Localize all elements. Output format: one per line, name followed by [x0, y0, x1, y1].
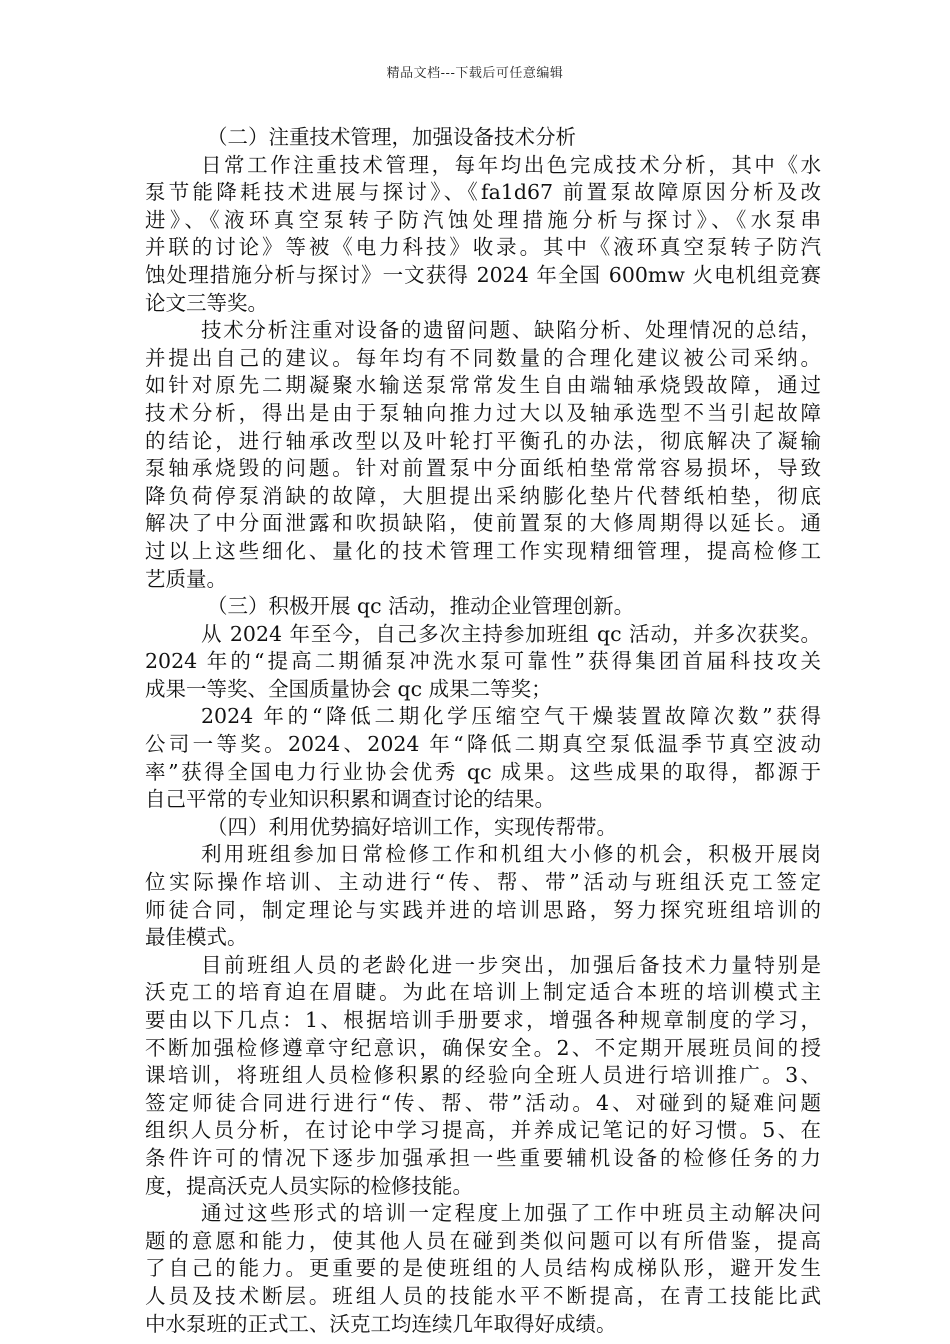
- text-line: 沃克工的培育迫在眉睫。为此在培训上制定适合本班的培训模式主: [145, 980, 821, 1005]
- text-line: 师徒合同，制定理论与实践并进的培训思路，努力探究班组培训的: [145, 897, 821, 922]
- text-line: 解决了中分面泄露和吹损缺陷，使前置泵的大修周期得以延长。通: [145, 511, 821, 536]
- text-line: 了自己的能力。更重要的是使班组的人员结构成梯队形，避开发生: [145, 1256, 821, 1281]
- text-line: 蚀处理措施分析与探讨》一文获得 2024 年全国 600mw 火电机组竞赛: [145, 262, 821, 287]
- text-line: 中水泵班的正式工、沃克工均连续几年取得好成绩。: [145, 1311, 617, 1336]
- text-line: 度，提高沃克人员实际的检修技能。: [145, 1173, 473, 1198]
- document-body: [145, 124, 821, 1338]
- text-line: 日常工作注重技术管理，每年均出色完成技术分析，其中《水: [201, 152, 821, 177]
- text-line: 泵轴承烧毁的问题。针对前置泵中分面纸柏垫常常容易损坏，导致: [145, 456, 821, 481]
- text-line: 的结论，进行轴承改型以及叶轮打平衡孔的办法，彻底解决了凝输: [145, 428, 821, 453]
- text-line: 签定师徒合同进行进行“传、帮、带”活动。4、对碰到的疑难问题: [145, 1090, 821, 1115]
- text-line: 最佳模式。: [145, 925, 248, 950]
- text-line: 课培训，将班组人员检修积累的经验向全班人员进行培训推广。3、: [145, 1063, 821, 1088]
- text-line: 2024 年的“降低二期化学压缩空气干燥装置故障次数”获得: [201, 704, 821, 729]
- text-line: 2024 年的“提高二期循泵冲洗水泵可靠性”获得集团首届科技攻关: [145, 649, 821, 674]
- text-line: 降负荷停泵消缺的故障，大胆提出采纳膨化垫片代替纸柏垫，彻底: [145, 483, 821, 508]
- text-line: 利用班组参加日常检修工作和机组大小修的机会，积极开展岗: [201, 842, 821, 867]
- text-line: 人员及技术断层。班组人员的技能水平不断提高，在青工技能比武: [145, 1283, 821, 1308]
- page-header: 精品文档---下载后可任意编辑: [386, 66, 564, 81]
- text-line: 要由以下几点：1、根据培训手册要求，增强各种规章制度的学习，: [145, 1008, 821, 1032]
- text-line: 公司一等奖。2024、2024 年“降低二期真空泵低温季节真空波动: [145, 732, 821, 757]
- text-line: 如针对原先二期凝聚水输送泵常常发生自由端轴承烧毁故障，通过: [145, 373, 821, 398]
- text-line: 泵节能降耗技术进展与探讨》、《fa1d67 前置泵故障原因分析及改: [145, 180, 821, 205]
- text-line: 组织人员分析，在讨论中学习提高，并养成记笔记的好习惯。5、在: [145, 1118, 821, 1143]
- text-line: 位实际操作培训、主动进行“传、帮、带”活动与班组沃克工签定: [145, 870, 821, 895]
- text-line: 率”获得全国电力行业协会优秀 qc 成果。这些成果的取得，都源于: [145, 759, 821, 784]
- text-line: 论文三等奖。: [145, 290, 268, 315]
- text-line: 并提出自己的建议。每年均有不同数量的合理化建议被公司采纳。: [145, 345, 821, 370]
- text-line: 成果一等奖、全国质量协会 qc 成果二等奖；: [145, 676, 552, 701]
- text-line: 不断加强检修遵章守纪意识，确保安全。2、不定期开展班员间的授: [145, 1035, 821, 1060]
- text-line: 条件许可的情况下逐步加强承担一些重要辅机设备的检修任务的力: [145, 1145, 821, 1170]
- text-line: 自己平常的专业知识积累和调查讨论的结果。: [145, 787, 555, 812]
- text-line: 技术分析，得出是由于泵轴向推力过大以及轴承选型不当引起故障: [145, 400, 821, 425]
- text-line: 技术分析注重对设备的遗留问题、缺陷分析、处理情况的总结，: [201, 318, 821, 343]
- text-line: 并联的讨论》等被《电力科技》收录。其中《液环真空泵转子防汽: [145, 235, 821, 260]
- text-line: 目前班组人员的老龄化进一步突出，加强后备技术力量特别是: [201, 952, 821, 977]
- text-line: 从 2024 年至今，自己多次主持参加班组 qc 活动，并多次获奖。: [201, 621, 821, 646]
- text-line: （三）积极开展 qc 活动，推动企业管理创新。: [207, 594, 635, 619]
- text-line: 艺质量。: [145, 566, 227, 591]
- text-line: 通过这些形式的培训一定程度上加强了工作中班员主动解决问: [201, 1201, 821, 1226]
- text-line: （四）利用优势搞好培训工作，实现传帮带。: [207, 814, 617, 839]
- text-line: 过以上这些细化、量化的技术管理工作实现精细管理，提高检修工: [145, 538, 821, 563]
- text-line: 进》、《液环真空泵转子防汽蚀处理措施分析与探讨》、《水泵串: [145, 207, 821, 232]
- text-line: 题的意愿和能力，使其他人员在碰到类似问题可以有所借鉴，提高: [145, 1228, 821, 1253]
- text-line: （二）注重技术管理，加强设备技术分析: [207, 125, 576, 149]
